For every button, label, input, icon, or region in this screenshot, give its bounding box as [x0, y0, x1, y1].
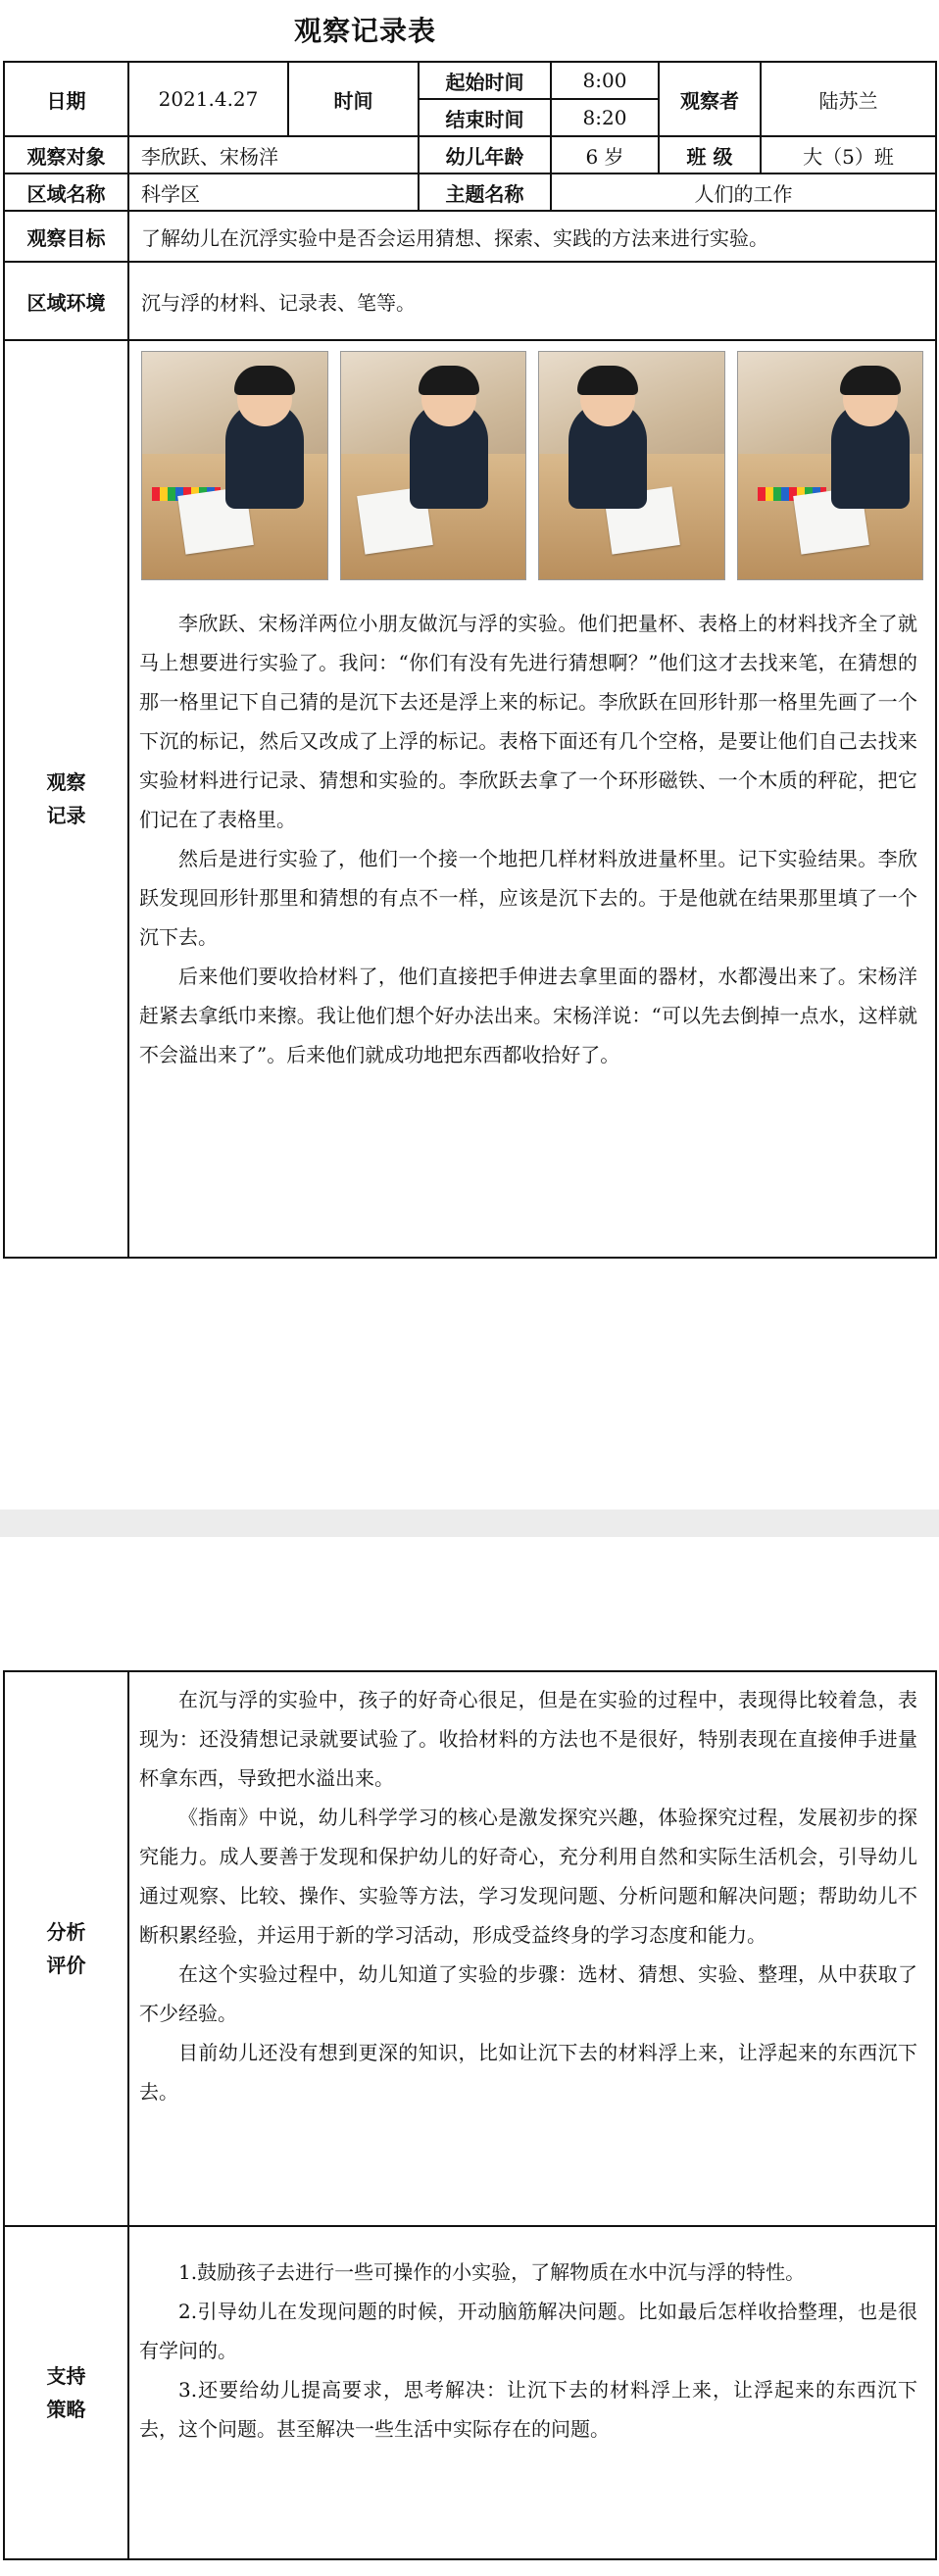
date-label: 日期 [4, 62, 128, 136]
observer-label: 观察者 [659, 62, 761, 136]
area-label: 区域名称 [4, 173, 128, 211]
photo-2 [340, 351, 527, 580]
strategy-label-line2: 策略 [46, 2398, 86, 2421]
record-paragraph: 李欣跃、宋杨洋两位小朋友做沉与浮的实验。他们把量杯、表格上的材料找齐全了就马上想要进行实验了。我问：“你们有没有先进行猜想啊？”他们这才去找来笔，在猜想的那一格里记下自己猜的是沉下去还是浮上来的标记。李欣跃在回形针那一格里先画了一个下沉的标记，然后又改成了上浮的标记。表格下面还有几个空格，是要让他们自己去找来实验材料进行记录、猜想和实验的。李欣跃去拿了一个环形磁铁、一个木质的秤砣，把它们记在了表格里。 [139, 612, 917, 831]
target-label: 观察对象 [4, 136, 128, 173]
analysis-label-line1: 分析 [46, 1920, 86, 1944]
photo-1 [141, 351, 328, 580]
date-value: 2021.4.27 [128, 62, 288, 136]
photo-4 [737, 351, 924, 580]
analysis-paragraph: 在这个实验过程中，幼儿知道了实验的步骤：选材、猜想、实验、整理，从中获取了不少经验。 [139, 1962, 917, 2025]
analysis-label [4, 1671, 128, 2226]
class-label: 班 级 [659, 136, 761, 173]
record-paragraph: 后来他们要收拾材料了，他们直接把手伸进去拿里面的器材，水都漫出来了。宋杨洋赶紧去拿纸巾来擦。我让他们想个好办法出来。宋杨洋说：“可以先去倒掉一点水，这样就不会溢出来了”。后来他们就成功地把东西都收拾好了。 [139, 965, 917, 1066]
time-label: 时间 [288, 62, 419, 136]
theme-value: 人们的工作 [551, 173, 936, 211]
end-time-value: 8:20 [551, 99, 659, 136]
analysis-paragraph: 《指南》中说，幼儿科学学习的核心是激发探究兴趣，体验探究过程，发展初步的探究能力。成人要善于发现和保护幼儿的好奇心，充分利用自然和实际生活机会，引导幼儿通过观察、比较、操作、实验等方法，学习发现问题、分析问题和解决问题；帮助幼儿不断积累经验，并运用于新的学习活动，形成受益终身的学习态度和能力。 [139, 1806, 917, 1947]
photo-strip [129, 341, 935, 588]
start-time-value: 8:00 [551, 62, 659, 99]
strategy-label-line1: 支持 [46, 2364, 86, 2388]
age-value: 6 岁 [551, 136, 659, 173]
photo-3 [538, 351, 725, 580]
observer-value: 陆苏兰 [761, 62, 936, 136]
record-cell [128, 340, 936, 1258]
area-value: 科学区 [128, 173, 419, 211]
strategy-cell [128, 2226, 936, 2559]
analysis-paragraph: 在沉与浮的实验中，孩子的好奇心很足，但是在实验的过程中，表现得比较着急，表现为：还没猜想记录就要试验了。收拾材料的方法也不是很好，特别表现在直接伸手进量杯拿东西，导致把水溢出来。 [139, 1688, 917, 1790]
page-separator [0, 1510, 939, 1537]
strategy-item: 3.还要给幼儿提高要求，思考解决：让沉下去的材料浮上来，让浮起来的东西沉下去，这个问题。甚至解决一些生活中实际存在的问题。 [139, 2378, 917, 2441]
document-title: 观察记录表 [294, 15, 437, 47]
theme-label: 主题名称 [419, 173, 551, 211]
strategy-label [4, 2226, 128, 2559]
environment-label: 区域环境 [4, 262, 128, 340]
observation-table-bottom [3, 1670, 937, 2560]
goal-label: 观察目标 [4, 211, 128, 262]
analysis-paragraph: 目前幼儿还没有想到更深的知识，比如让沉下去的材料浮上来，让浮起来的东西沉下去。 [139, 2041, 917, 2104]
start-time-label: 起始时间 [419, 62, 551, 99]
environment-text: 沉与浮的材料、记录表、笔等。 [128, 262, 936, 340]
record-text [129, 588, 935, 1074]
age-label: 幼儿年龄 [419, 136, 551, 173]
end-time-label: 结束时间 [419, 99, 551, 136]
record-label [4, 340, 128, 1258]
observation-table-top [3, 61, 937, 1259]
analysis-label-line2: 评价 [46, 1954, 86, 1977]
goal-text: 了解幼儿在沉浮实验中是否会运用猜想、探索、实践的方法来进行实验。 [128, 211, 936, 262]
record-label-line1: 观察 [46, 770, 86, 794]
class-value: 大（5）班 [761, 136, 936, 173]
strategy-item: 2.引导幼儿在发现问题的时候，开动脑筋解决问题。比如最后怎样收拾整理，也是很有学问的。 [139, 2300, 917, 2362]
target-value: 李欣跃、宋杨洋 [128, 136, 419, 173]
record-paragraph: 然后是进行实验了，他们一个接一个地把几样材料放进量杯里。记下实验结果。李欣跃发现回形针那里和猜想的有点不一样，应该是沉下去的。于是他就在结果那里填了一个沉下去。 [139, 847, 917, 949]
strategy-item: 1.鼓励孩子去进行一些可操作的小实验，了解物质在水中沉与浮的特性。 [178, 2260, 806, 2284]
analysis-cell [128, 1671, 936, 2226]
record-label-line2: 记录 [46, 804, 86, 827]
